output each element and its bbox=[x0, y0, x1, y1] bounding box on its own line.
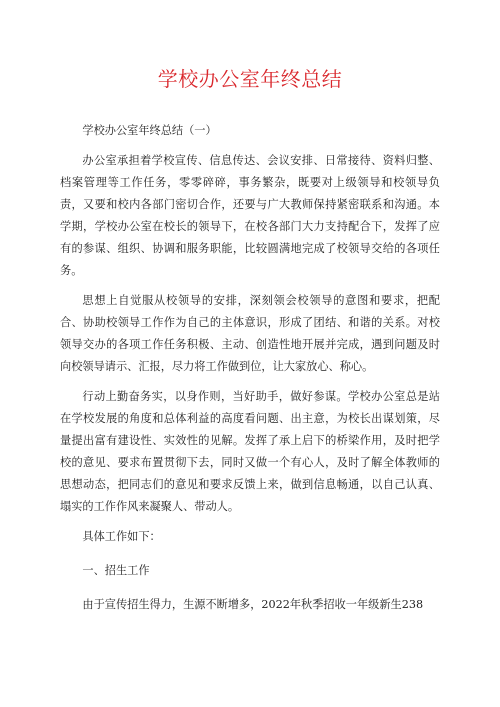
paragraph-3: 行动上勤奋务实，以身作则，当好助手，做好参谋。学校办公室总是站在学校发展的角度和总体利益的高度看问题、出主意，为校长出谋划策，尽量提出富有建设性、实效性的见解。发挥了承上启下的桥梁作用，及时把学校的意见、要求布置贯彻下去，同时又做一个有心人，及时了解全体教师的思想动态，把同志们的意见和要求反馈上来，做到信息畅通，以自己认真、塌实的工作作风来凝聚人、带动人。 bbox=[60, 390, 440, 513]
specific-work-intro: 具体工作如下： bbox=[82, 530, 161, 543]
section-heading-enrollment: 一、招生工作 bbox=[82, 564, 150, 577]
paragraph-2: 思想上自觉服从校领导的安排，深刻领会校领导的意图和要求，把配合、协助校领导工作作为自己的主体意识，形成了团结、和谐的关系。对校领导交办的各项工作任务积极、主动、创造性地开展并完成，遇到问题及时向校领导请示、汇报，尽力将工作做到位，让大家放心、称心。 bbox=[60, 294, 440, 373]
document-subtitle: 学校办公室年终总结（一） bbox=[82, 124, 217, 137]
paragraph-1: 办公室承担着学校宣传、信息传达、会议安排、日常接待、资料归整、档案管理等工作任务，零零碎碎，事务繁杂，既要对上级领导和校领导负责，又要和校内各部门密切合作，还要与广大教师保持紧密联系和沟通。本学期，学校办公室在校长的领导下，在校各部门大力支持配合下，发挥了应有的参谋、组织、协调和服务职能，比较圆满地完成了校领导交给的各项任务。 bbox=[60, 154, 440, 277]
document-title: 学校办公室年终总结 bbox=[157, 67, 343, 91]
paragraph-enrollment: 由于宣传招生得力，生源不断增多，2022年秋季招收一年级新生238 bbox=[82, 598, 424, 611]
document-body bbox=[60, 120, 440, 628]
